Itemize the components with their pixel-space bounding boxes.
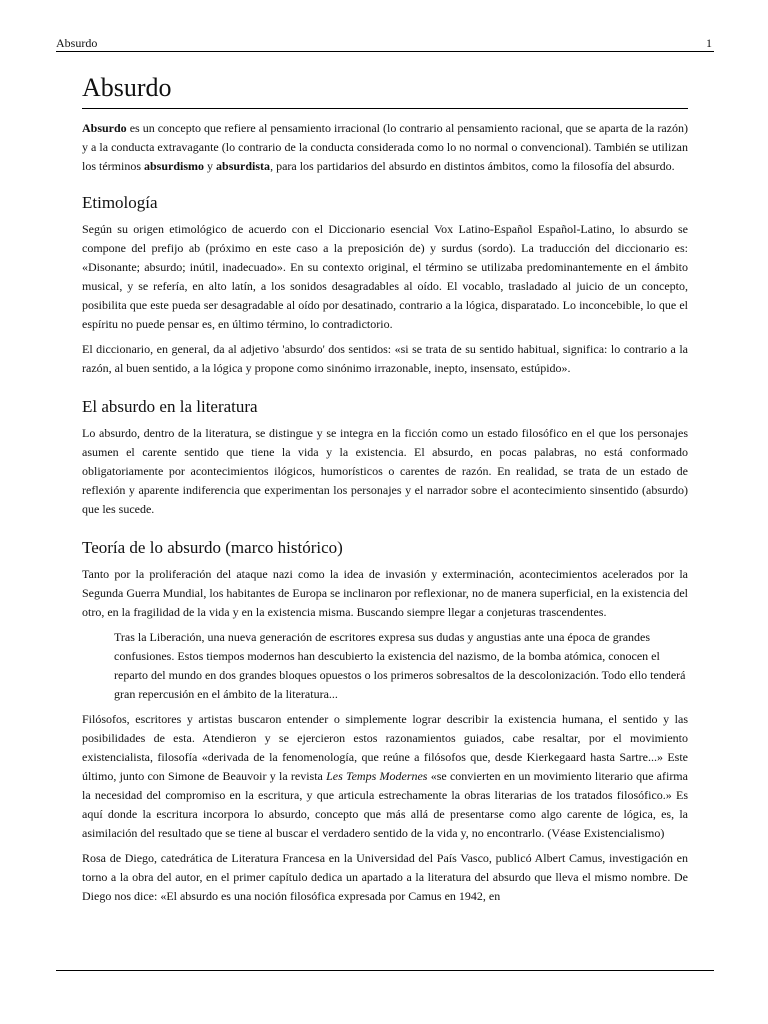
intro-text-2: y	[204, 159, 217, 173]
teoria-paragraph-2	[82, 710, 688, 843]
etimologia-paragraph-1: Según su origen etimológico de acuerdo con el Diccionario esencial Vox Latino-Español Español-Latino, lo absurdo se compone del prefijo ab (próximo en este caso a la preposición de) y surdus (sordo). La traducción del diccionario es: «Disonante; absurdo; inútil, inadecuado». En su contexto original, el término se utilizaba predominantemente en el ámbito musical, y se refería, en alto latín, a los sonidos desagradables al oído. El vocablo, trasladado al juicio de un concepto, posibilita que este pueda ser desagradable al oído por desatinado, contrario a la lógica, disparatado. Lo inconcebible, lo que el espíritu no puede pensar es, en último término, lo contradictorio.	[82, 222, 688, 331]
intro-term-absurdista: absurdista	[216, 159, 271, 173]
section-heading-literatura: El absurdo en la literatura	[82, 397, 258, 416]
page-title: Absurdo	[82, 70, 688, 109]
etimologia-paragraph-2: El diccionario, en general, da al adjetivo 'absurdo' dos sentidos: «si se trata de su sentido habitual, significa: lo contrario a la razón, al buen sentido, a la lógica y propone como sinónimo irrazonable, inepto, insensato, estúpido».	[82, 342, 688, 375]
intro-paragraph	[82, 119, 688, 176]
journal-title: Les Temps Modernes	[326, 769, 428, 783]
teoria-p2-text-c: «se convierten en un movimiento literario que afirma la necesidad del compromiso en la escritura, y que articula estrechamente la obras literarias de los tratados filosófico.» Es aquí donde la escritura incorpora lo absurdo, concepto que más allá de presentarse como algo carente de lógica, es, la asimilación del resultado que se tiene al buscar el verdadero sentido de la vida y, no encontrarlo. (Véase Existencialismo)	[82, 769, 688, 840]
header-title: Absurdo	[56, 36, 98, 50]
intro-text-1: es un concepto que refiere al pensamiento irracional (lo contrario al pensamiento racional, que se aparta de la razón) y a la conducta extravagante (lo contrario de la conducta considerada como lo no normal o convencional). También se utilizan los términos	[82, 121, 688, 173]
running-header	[56, 35, 714, 52]
intro-term: Absurdo	[82, 121, 127, 135]
intro-text-3: , para los partidarios del absurdo en distintos ámbitos, como la filosofía del absurdo.	[270, 159, 675, 173]
literatura-paragraph-1: Lo absurdo, dentro de la literatura, se distingue y se integra en la ficción como un estado filosófico en el que los personajes asumen el carente sentido que tiene la vida y la existencia. El absurdo, en pocas palabras, no está conformado obligatoriamente por acontecimientos ilógicos, humorísticos o carentes de razón. En realidad, se trata de un estado de reflexión y aparente indiferencia que experimentan los personajes y el narrador sobre el acontecimiento sinsentido (absurdo) que les sucede.	[82, 426, 688, 516]
teoria-paragraph-1: Tanto por la proliferación del ataque nazi como la idea de invasión y exterminación, acontecimientos acelerados por la Segunda Guerra Mundial, los habitantes de Europa se inclinaron por reflexionar, no de manera superficial, en la existencia del otro, en la fragilidad de la vida y en la existencia misma. Buscando siempre llegar a conjeturas trascendentes.	[82, 567, 688, 619]
teoria-paragraph-3: Rosa de Diego, catedrática de Literatura Francesa en la Universidad del País Vasco, publicó Albert Camus, investigación en torno a la obra del autor, en el primer capítulo dedica un apartado a la literatura del absurdo que lleva el mismo nombre. De Diego nos dice: «El absurdo es una noción filosófica expresada por Camus en 1942, en	[82, 851, 688, 903]
footer-rule	[56, 970, 714, 971]
quote-text: Tras la Liberación, una nueva generación de escritores expresa sus dudas y angustias ante una época de grandes confusiones. Estos tiempos modernos han descubierto la existencia del nazismo, de la bomba atómica, conocen el reparto del mundo en dos grandes bloques opuestos o los primeros sobresaltos de la descolonización. Todo ello tenderá gran repercusión en el ámbito de la literatura...	[114, 630, 686, 701]
block-quote	[114, 628, 688, 704]
teoria-p2-text-a: Filósofos, escritores y artistas buscaron entender o simplemente lograr describir la existencia humana, el sentido y las posibilidades de esta. Atendieron y se ejercieron estos razonamientos guiados, cabe resaltar, por el movimiento existencialista, filosofía «derivada de la fenomenología, que reúne a filósofos que, desde Kierkegaard hasta Sartre...» Este último, junto con Simone de Beauvoir y la revista	[82, 712, 688, 783]
page-number: 1	[706, 36, 712, 50]
article-body	[82, 70, 688, 912]
section-heading-etimologia: Etimología	[82, 193, 158, 212]
intro-term-absurdismo: absurdismo	[144, 159, 205, 173]
section-heading-teoria: Teoría de lo absurdo (marco histórico)	[82, 538, 343, 557]
